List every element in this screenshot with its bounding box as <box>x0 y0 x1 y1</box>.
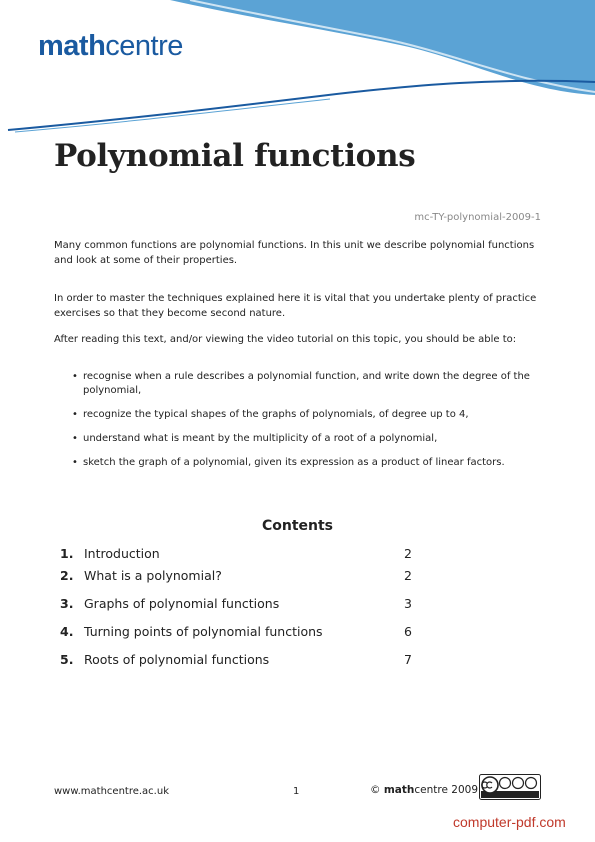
toc-page: 3 <box>404 596 412 611</box>
logo-centre: centre <box>105 30 183 62</box>
toc-number: 2. <box>60 568 74 583</box>
bullet-icon: • <box>72 371 78 382</box>
creative-commons-icon <box>479 774 541 800</box>
toc-label: What is a polynomial? <box>84 568 222 583</box>
toc-number: 4. <box>60 624 74 639</box>
copyright-brand-rest: centre <box>414 784 448 796</box>
toc-page: 2 <box>404 568 412 583</box>
document-code: mc-TY-polynomial-2009-1 <box>414 212 541 223</box>
copyright-year: 2009 <box>451 784 479 796</box>
toc-label: Introduction <box>84 546 160 561</box>
list-item: • sketch the graph of a polynomial, given its expression as a product of linear factors. <box>72 457 505 468</box>
practice-paragraph: In order to master the techniques explained here it is vital that you undertake plenty of practice exercises so that they become second nature. <box>54 293 537 319</box>
objectives-paragraph: After reading this text, and/or viewing the video tutorial on this topic, you should be able to: <box>54 334 517 345</box>
list-item: • recognize the typical shapes of the graphs of polynomials, of degree up to 4, <box>72 409 469 420</box>
list-item: • recognise when a rule describes a polynomial function, and write down the degree of the polynomial, <box>72 371 530 396</box>
bullet-icon: • <box>72 433 78 444</box>
toc-page: 7 <box>404 652 412 667</box>
mathcentre-logo <box>38 30 183 63</box>
list-item: • understand what is meant by the multiplicity of a root of a polynomial, <box>72 433 438 444</box>
toc-page: 6 <box>404 624 412 639</box>
footer-website[interactable]: www.mathcentre.ac.uk <box>54 786 169 797</box>
toc-row[interactable] <box>60 568 412 584</box>
copyright-brand-bold: math <box>383 784 415 796</box>
toc-label: Roots of polynomial functions <box>84 652 270 667</box>
copyright-icon: © <box>370 784 381 796</box>
toc-row[interactable] <box>60 652 412 668</box>
contents-heading: Contents <box>261 518 334 534</box>
intro-paragraph: Many common functions are polynomial functions. In this unit we describe polynomial functions and look at some of their properties. <box>54 240 535 266</box>
toc-row[interactable] <box>60 546 412 562</box>
toc-row[interactable] <box>60 624 412 640</box>
toc-number: 5. <box>60 652 74 667</box>
header-wave-banner <box>0 0 595 140</box>
toc-row[interactable] <box>60 596 412 612</box>
toc-number: 1. <box>60 546 74 561</box>
footer-page-number: 1 <box>293 786 300 797</box>
toc-page: 2 <box>404 546 412 561</box>
toc-label: Turning points of polynomial functions <box>84 624 323 639</box>
toc-number: 3. <box>60 596 74 611</box>
page-title: Polynomial functions <box>54 138 416 174</box>
bullet-icon: • <box>72 457 78 468</box>
logo-math: math <box>38 30 106 62</box>
objectives-list <box>54 370 541 480</box>
footer-copyright <box>370 784 478 796</box>
bullet-icon: • <box>72 409 78 420</box>
watermark-text: computer-pdf.com <box>453 814 566 830</box>
toc-label: Graphs of polynomial functions <box>84 596 280 611</box>
